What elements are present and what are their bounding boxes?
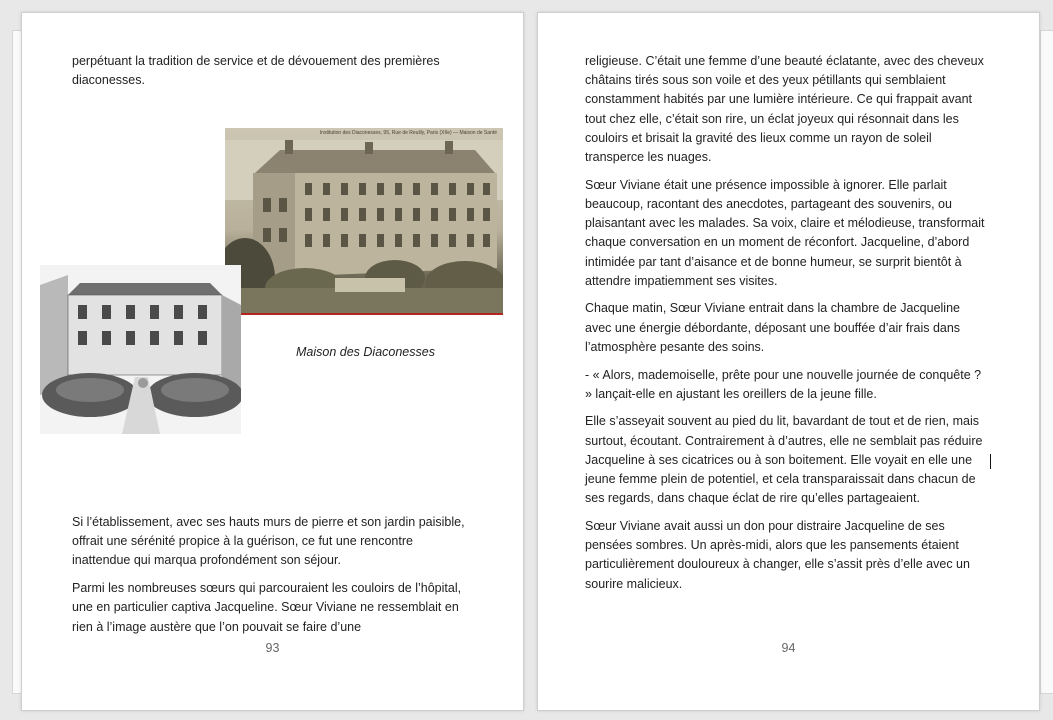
- paragraph[interactable]: Chaque matin, Sœur Viviane entrait dans la chambre de Jacqueline avec une énergie débordante, déposant une bouffée d’air frais dans l’atmosphère pesante des soins.: [585, 301, 961, 354]
- paragraph[interactable]: Sœur Viviane avait aussi un don pour distraire Jacqueline de ses pensées sombres. Un après-midi, alors que les pansements étaient particulièrement douloureux à changer, elle s’assit près d’elle avec un sourire malicieux.: [585, 518, 970, 591]
- paragraph[interactable]: religieuse. C’était une femme d’une beauté éclatante, avec des cheveux châtains tirés sous son voile et des yeux pétillants qui semblaient constamment habités par une lumière intérieure. Ce qui frappait avant tout chez elle, c’était son rire, un éclat joyeux qui résonnait dans les couloirs et brisait la gravité des lieux comme un rayon de soleil transperce les nuages.: [585, 54, 984, 165]
- background-page-edge-right: [1040, 30, 1053, 694]
- paragraph[interactable]: Parmi les nombreuses sœurs qui parcouraient les couloirs de l’hôpital, une en particulier captiva Jacqueline. Sœur Viviane ne ressemblait en rien à l’image austère que l’on pouvait se faire d’une: [72, 581, 462, 634]
- page-number: 93: [265, 641, 280, 655]
- page-number: 94: [781, 641, 796, 655]
- paragraph[interactable]: Sœur Viviane était une présence impossible à ignorer. Elle parlait beaucoup, racontant des anecdotes, partageant des souvenirs, ou plaisantant avec les malades. Sa voix, claire et mélodieuse, transformait chaque conversation en un moment de réconfort. Jacqueline, d’abord intimidée par tant d’aisance et de bonne humeur, se surprit bientôt à attendre impatiemment ses visites.: [585, 177, 985, 288]
- document-page-94[interactable]: [537, 12, 1040, 711]
- courtyard-illustration: [40, 265, 241, 434]
- photo-courtyard-engraving[interactable]: [40, 265, 241, 434]
- document-page-93[interactable]: [21, 12, 524, 711]
- paragraph[interactable]: Elle s’asseyait souvent au pied du lit, bavardant de tout et de rien, mais surtout, écoutant. Contrairement à d’autres, elle ne semblait pas réduire Jacqueline à ses cicatrices ou à son boitement. Elle voyait en elle une jeune femme plein de potentiel, et cela transparaissait dans chacun de ses regards, dans chaque éclat de rire qu’elles partageaient.: [585, 414, 983, 506]
- text-cursor: [990, 454, 991, 469]
- paragraph[interactable]: perpétuant la tradition de service et de dévouement des premières diaconesses.: [72, 54, 440, 88]
- page-text-top[interactable]: [72, 52, 472, 99]
- photo-banner-text: Institution des Diaconesses, 95, Rue de Reuilly, Paris (XIIe) — Maison de Santé: [319, 130, 497, 136]
- building-illustration: [225, 128, 503, 313]
- page-text-bottom[interactable]: [72, 513, 472, 645]
- paragraph[interactable]: Si l’établissement, avec ses hauts murs de pierre et son jardin paisible, offrait une sérénité propice à la guérison, ce fut une rencontre inattendue qui marqua profondément son séjour.: [72, 515, 465, 568]
- paragraph[interactable]: - « Alors, mademoiselle, prête pour une nouvelle journée de conquête ? » lançait-elle en ajustant les oreillers de la jeune fille.: [585, 367, 982, 401]
- page-text[interactable]: [585, 52, 989, 602]
- figure-caption[interactable]: Maison des Diaconesses: [296, 345, 435, 359]
- photo-institution-building[interactable]: [225, 128, 503, 315]
